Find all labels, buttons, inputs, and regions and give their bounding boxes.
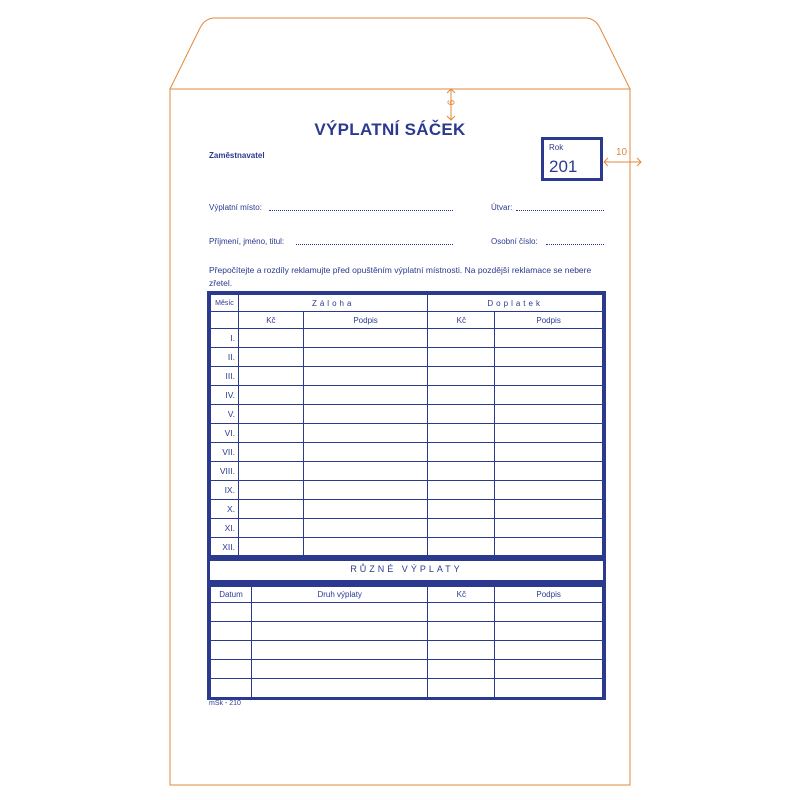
table-row: [211, 679, 603, 698]
cell[interactable]: [428, 367, 495, 386]
cell[interactable]: [303, 519, 428, 538]
year-box: [541, 137, 603, 181]
month-label: III.: [211, 367, 239, 386]
month-label: IX.: [211, 481, 239, 500]
cell[interactable]: [495, 603, 603, 622]
cell[interactable]: [211, 622, 252, 641]
cell[interactable]: [428, 603, 495, 622]
cell[interactable]: [428, 538, 495, 557]
cell[interactable]: [495, 367, 603, 386]
form-code: mSk - 210: [209, 700, 241, 707]
month-header: Měsíc: [211, 295, 239, 312]
cell[interactable]: [238, 443, 303, 462]
month-subheader-blank: [211, 312, 239, 329]
cell[interactable]: [238, 538, 303, 557]
misc-signature-header: Podpis: [495, 587, 603, 603]
misc-table: [210, 586, 603, 698]
cell[interactable]: [495, 348, 603, 367]
year-label: Rok: [549, 143, 564, 152]
form-title: VÝPLATNÍ SÁČEK: [314, 120, 466, 139]
advance-signature-header: Podpis: [303, 312, 428, 329]
cell[interactable]: [238, 405, 303, 424]
month-label: I.: [211, 329, 239, 348]
table-row: [211, 386, 603, 405]
cell[interactable]: [495, 329, 603, 348]
cell[interactable]: [303, 538, 428, 557]
name-field[interactable]: [296, 244, 453, 245]
cell[interactable]: [238, 329, 303, 348]
cell[interactable]: [238, 424, 303, 443]
table-row: [211, 348, 603, 367]
table-row: [211, 660, 603, 679]
month-label: IV.: [211, 386, 239, 405]
payment-type-header: Druh výplaty: [251, 587, 428, 603]
cell[interactable]: [251, 641, 428, 660]
supplement-kc-header: Kč: [428, 312, 495, 329]
cell[interactable]: [428, 481, 495, 500]
cell[interactable]: [495, 443, 603, 462]
month-label: V.: [211, 405, 239, 424]
year-value: 201: [549, 157, 578, 176]
cell[interactable]: [238, 386, 303, 405]
cell[interactable]: [238, 348, 303, 367]
cell[interactable]: [251, 622, 428, 641]
cell[interactable]: [428, 386, 495, 405]
table-row: [211, 462, 603, 481]
cell[interactable]: [238, 519, 303, 538]
cell[interactable]: [428, 660, 495, 679]
cell[interactable]: [428, 622, 495, 641]
cell[interactable]: [428, 348, 495, 367]
cell[interactable]: [495, 462, 603, 481]
table-row: [211, 481, 603, 500]
cell[interactable]: [238, 462, 303, 481]
cell[interactable]: [303, 500, 428, 519]
cell[interactable]: [495, 660, 603, 679]
date-header: Datum: [211, 587, 252, 603]
name-label: Příjmení, jméno, titul:: [209, 237, 285, 246]
table-row: [211, 329, 603, 348]
cell[interactable]: [428, 443, 495, 462]
month-label: VII.: [211, 443, 239, 462]
cell[interactable]: [303, 462, 428, 481]
unit-label: Útvar:: [491, 203, 513, 212]
table-row: [211, 641, 603, 660]
supplement-signature-header: Podpis: [495, 312, 603, 329]
cell[interactable]: [495, 424, 603, 443]
cell[interactable]: [303, 481, 428, 500]
table-row: [211, 519, 603, 538]
table-row: [211, 538, 603, 557]
personal-no-label: Osobní číslo:: [491, 237, 538, 246]
cell[interactable]: [428, 679, 495, 698]
cell[interactable]: [303, 329, 428, 348]
advance-kc-header: Kč: [238, 312, 303, 329]
cell[interactable]: [495, 538, 603, 557]
cell[interactable]: [495, 481, 603, 500]
cell[interactable]: [303, 443, 428, 462]
cell[interactable]: [495, 679, 603, 698]
supplement-header: Doplatek: [428, 295, 603, 312]
cell[interactable]: [495, 622, 603, 641]
misc-section-title: RŮZNÉ VÝPLATY: [350, 564, 463, 574]
table-row: [211, 424, 603, 443]
cell[interactable]: [428, 519, 495, 538]
cell[interactable]: [428, 500, 495, 519]
cell[interactable]: [428, 329, 495, 348]
table-row: [211, 405, 603, 424]
dimension-right: 10: [616, 147, 628, 158]
cell[interactable]: [211, 660, 252, 679]
reclamation-note: Přepočítejte a rozdíly reklamujte před opuštěním výplatní místnosti. Na pozdější reklamace se nebere zřetel.: [209, 265, 592, 288]
month-label: II.: [211, 348, 239, 367]
table-row: [211, 622, 603, 641]
cell[interactable]: [428, 641, 495, 660]
cell[interactable]: [303, 348, 428, 367]
cell[interactable]: [303, 367, 428, 386]
advance-header: Záloha: [238, 295, 427, 312]
personal-no-field[interactable]: [546, 244, 604, 245]
table-row: [211, 443, 603, 462]
monthly-table: [210, 294, 603, 557]
table-row: [211, 603, 603, 622]
month-label: XI.: [211, 519, 239, 538]
cell[interactable]: [495, 500, 603, 519]
cell[interactable]: [251, 679, 428, 698]
month-label: VI.: [211, 424, 239, 443]
month-label: VIII.: [211, 462, 239, 481]
cell[interactable]: [251, 660, 428, 679]
cell[interactable]: [428, 424, 495, 443]
cell[interactable]: [495, 519, 603, 538]
month-label: XII.: [211, 538, 239, 557]
month-label: X.: [211, 500, 239, 519]
cell[interactable]: [303, 405, 428, 424]
cell[interactable]: [495, 405, 603, 424]
cell[interactable]: [428, 462, 495, 481]
cell[interactable]: [303, 424, 428, 443]
cell[interactable]: [211, 603, 252, 622]
misc-kc-header: Kč: [428, 587, 495, 603]
employer-label: Zaměstnavatel: [209, 151, 265, 160]
place-label: Výplatní místo:: [209, 203, 262, 212]
cell[interactable]: [495, 386, 603, 405]
cell[interactable]: [211, 641, 252, 660]
cell[interactable]: [238, 500, 303, 519]
cell[interactable]: [211, 679, 252, 698]
cell[interactable]: [238, 481, 303, 500]
cell[interactable]: [428, 405, 495, 424]
cell[interactable]: [495, 641, 603, 660]
table-row: [211, 500, 603, 519]
place-field[interactable]: [269, 210, 453, 211]
table-row: [211, 367, 603, 386]
dimension-top: 9: [444, 99, 456, 106]
cell[interactable]: [238, 367, 303, 386]
cell[interactable]: [303, 386, 428, 405]
cell[interactable]: [251, 603, 428, 622]
unit-field[interactable]: [516, 210, 604, 211]
